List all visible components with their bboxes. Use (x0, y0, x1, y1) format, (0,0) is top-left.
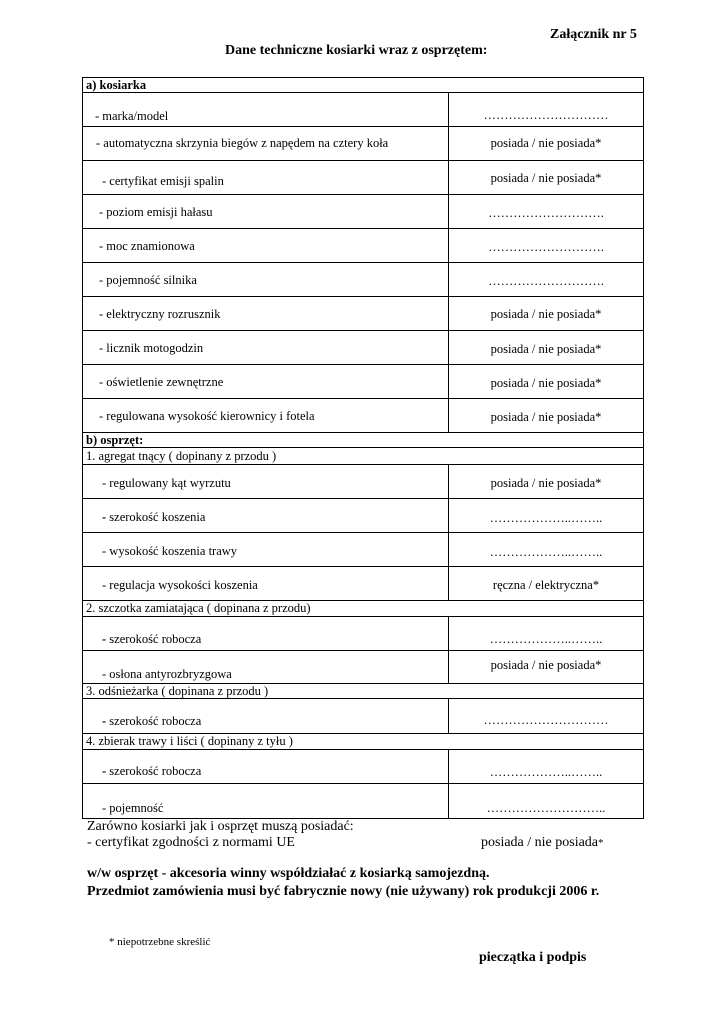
table-line (82, 498, 644, 499)
table-line (82, 650, 644, 651)
ue-certificate-value (481, 835, 604, 851)
table-line (82, 296, 644, 297)
table-line (82, 262, 644, 263)
row-dash: - (102, 714, 107, 728)
section-b-title: b) osprzęt: (86, 433, 144, 447)
row-label-collector-width (102, 764, 201, 779)
row-value-cut-height: ………………..…….. (489, 545, 603, 559)
row-value-steering: posiada / nie posiada* (490, 410, 602, 424)
table-line (82, 616, 644, 617)
row-dash: - (102, 578, 107, 592)
row-label-noise: - poziom emisji hałasu (99, 205, 213, 219)
row-label-power: - moc znamionowa (99, 239, 195, 253)
row-dash: - (102, 510, 107, 524)
row-dash: - (102, 544, 107, 558)
row-dash: - (102, 632, 107, 646)
row-label-emission-cert: - certyfikat emisji spalin (102, 174, 224, 188)
table-line (82, 92, 644, 93)
row-label-discharge (102, 476, 231, 491)
table-line (82, 532, 644, 533)
row-text: szerokość robocza (106, 632, 202, 646)
row-value-collector-width: ………………..…….. (489, 765, 603, 779)
row-value-collector-capacity: ……………………….. (486, 801, 606, 815)
row-text: szerokość robocza (106, 764, 202, 778)
new-product-note: Przedmiot zamówienia musi być fabrycznie nowy (nie używany) rok produkcji 2006 r. (87, 884, 600, 899)
row-value-noise: ………………………. (488, 206, 604, 220)
annex-number: Załącznik nr 5 (550, 27, 637, 42)
group-title-cutter: 1. agregat tnący ( dopinany z przodu ) (86, 449, 277, 463)
row-label-sweep-width (102, 632, 201, 647)
table-line (82, 364, 644, 365)
row-label-cut-height (102, 544, 237, 559)
group-title-collector: 4. zbierak trawy i liści ( dopinany z tyłu ) (86, 734, 293, 748)
section-a-title: a) kosiarka (86, 78, 147, 92)
table-line (82, 432, 644, 433)
footnote: * niepotrzebne skreślić (109, 936, 211, 948)
row-label-capacity: - pojemność silnika (99, 273, 197, 287)
ue-certificate-text: posiada / nie posiada (481, 835, 599, 850)
compatibility-note: w/w osprzęt - akcesoria winny współdziałać z kosiarką samojezdną. (87, 866, 490, 881)
page-title: Dane techniczne kosiarki wraz z osprzętem: (225, 43, 488, 58)
row-text: szerokość koszenia (106, 510, 206, 524)
row-value-discharge: posiada / nie posiada* (490, 476, 602, 490)
row-value-emission-cert: posiada / nie posiada* (490, 171, 602, 185)
row-value-model: ………………………… (483, 108, 609, 122)
group-title-snowblower: 3. odśnieżarka ( dopinana z przodu ) (86, 684, 269, 698)
row-dash: - (102, 476, 107, 490)
requirements-intro: Zarówno kosiarki jak i osprzęt muszą posiadać: (87, 819, 354, 834)
row-text: regulowany kąt wyrzutu (106, 476, 231, 490)
row-label-gearbox: - automatyczna skrzynia biegów z napędem na cztery koła (96, 136, 389, 150)
row-value-gearbox: posiada / nie posiada* (490, 136, 602, 150)
row-value-hour-meter: posiada / nie posiada* (490, 342, 602, 356)
row-value-splash-guard: posiada / nie posiada* (490, 658, 602, 672)
table-line (82, 783, 644, 784)
table-line (82, 228, 644, 229)
row-value-capacity: ………………………. (488, 274, 604, 288)
row-dash: - (102, 667, 107, 681)
row-label-cut-width (102, 510, 205, 525)
table-line (82, 447, 644, 448)
row-label-height-adjust (102, 578, 258, 593)
table-line (82, 160, 644, 161)
row-label-lighting: - oświetlenie zewnętrzne (99, 375, 224, 389)
row-label-splash-guard (102, 667, 232, 682)
row-label-collector-capacity (102, 801, 163, 816)
table-line (82, 77, 644, 78)
row-text: wysokość koszenia trawy (106, 544, 238, 558)
row-text: osłona antyrozbryzgowa (106, 667, 232, 681)
row-value-snow-width: ………………………… (483, 713, 609, 727)
group-title-sweeper: 2. szczotka zamiatająca ( dopinana z przodu) (86, 601, 311, 615)
row-text: szerokość robocza (106, 714, 202, 728)
table-line (82, 126, 644, 127)
table-line (82, 749, 644, 750)
row-label-steering: - regulowana wysokość kierownicy i fotela (99, 409, 315, 423)
row-label-hour-meter: - licznik motogodzin (99, 341, 204, 355)
table-line (82, 464, 644, 465)
row-value-height-adjust: ręczna / elektryczna* (492, 578, 600, 592)
row-dash: - (102, 801, 107, 815)
row-value-sweep-width: ………………..…….. (489, 632, 603, 646)
table-line (82, 330, 644, 331)
table-line (82, 566, 644, 567)
signature-label: pieczątka i podpis (479, 950, 587, 965)
footnote-marker: * (598, 837, 604, 849)
row-value-lighting: posiada / nie posiada* (490, 376, 602, 390)
row-label-model: - marka/model (95, 109, 169, 123)
ue-certificate-label: - certyfikat zgodności z normami UE (87, 835, 295, 850)
row-value-power: ………………………. (488, 240, 604, 254)
row-value-cut-width: ………………..…….. (489, 511, 603, 525)
row-text: pojemność (106, 801, 164, 815)
table-line (82, 194, 644, 195)
table-line (82, 398, 644, 399)
row-dash: - (102, 764, 107, 778)
row-text: regulacja wysokości koszenia (106, 578, 258, 592)
row-label-starter: - elektryczny rozrusznik (99, 307, 221, 321)
row-value-starter: posiada / nie posiada* (490, 307, 602, 321)
row-label-snow-width (102, 714, 201, 729)
